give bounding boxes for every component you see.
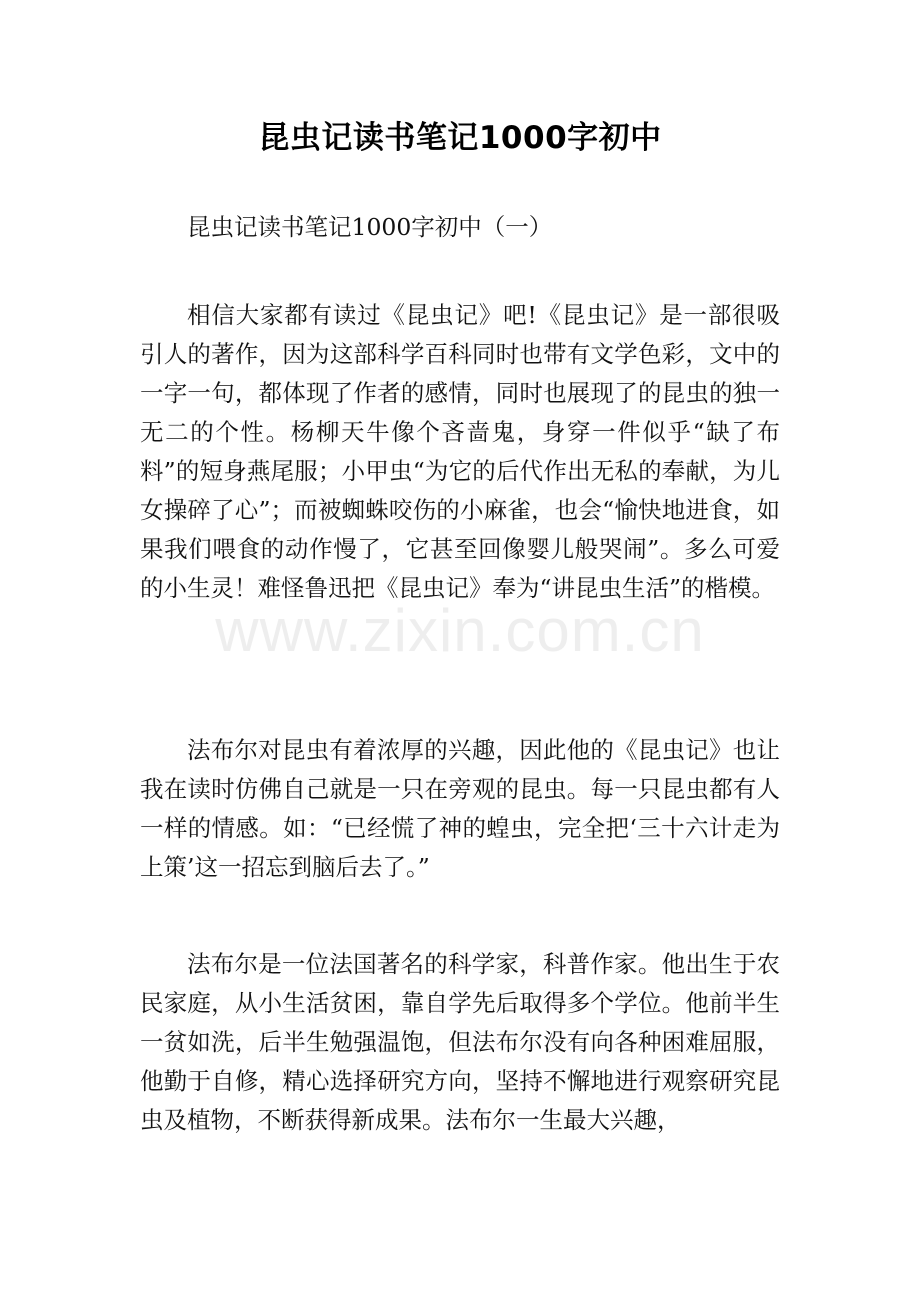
paragraph-3 bbox=[140, 945, 780, 1140]
paragraph-2 bbox=[140, 731, 780, 887]
section-subtitle: 昆虫记读书笔记1000字初中（一） bbox=[187, 213, 553, 241]
paragraph-1 bbox=[140, 296, 780, 608]
document-title: 昆虫记读书笔记1000字初中 bbox=[258, 120, 662, 156]
paragraph-3-text: 法布尔是一位法国著名的科学家，科普作家。他出生于农民家庭，从小生活贫困，靠自学先后取得多个学位。他前半生一贫如洗，后半生勉强温饱，但法布尔没有向各种困难屈服，他勤于自修，精心选择研究方向，坚持不懈地进行观察研究昆虫及植物，不断获得新成果。法布尔一生最大兴趣， bbox=[140, 950, 780, 1134]
watermark-text: www.zixin.com.cn bbox=[215, 597, 705, 664]
paragraph-1-text: 相信大家都有读过《昆虫记》吧!《昆虫记》是一部很吸引人的著作，因为这部科学百科同时也带有文学色彩，文中的一字一句，都体现了作者的感情，同时也展现了的昆虫的独一无二的个性。杨柳天牛像个吝啬鬼，身穿一件似乎“缺了布料”的短身燕尾服；小甲虫“为它的后代作出无私的奉献，为儿女操碎了心”；而被蜘蛛咬伤的小麻雀，也会“愉快地进食，如果我们喂食的动作慢了，它甚至回像婴儿般哭闹”。多么可爱的小生灵！难怪鲁迅把《昆虫记》奉为“讲昆虫生活”的楷模。 bbox=[140, 301, 780, 602]
paragraph-2-text: 法布尔对昆虫有着浓厚的兴趣，因此他的《昆虫记》也让我在读时仿佛自己就是一只在旁观的昆虫。每一只昆虫都有人一样的情感。如：“已经慌了神的蝗虫，完全把‘三十六计走为上策’这一招忘到脑后去了。” bbox=[140, 736, 780, 881]
